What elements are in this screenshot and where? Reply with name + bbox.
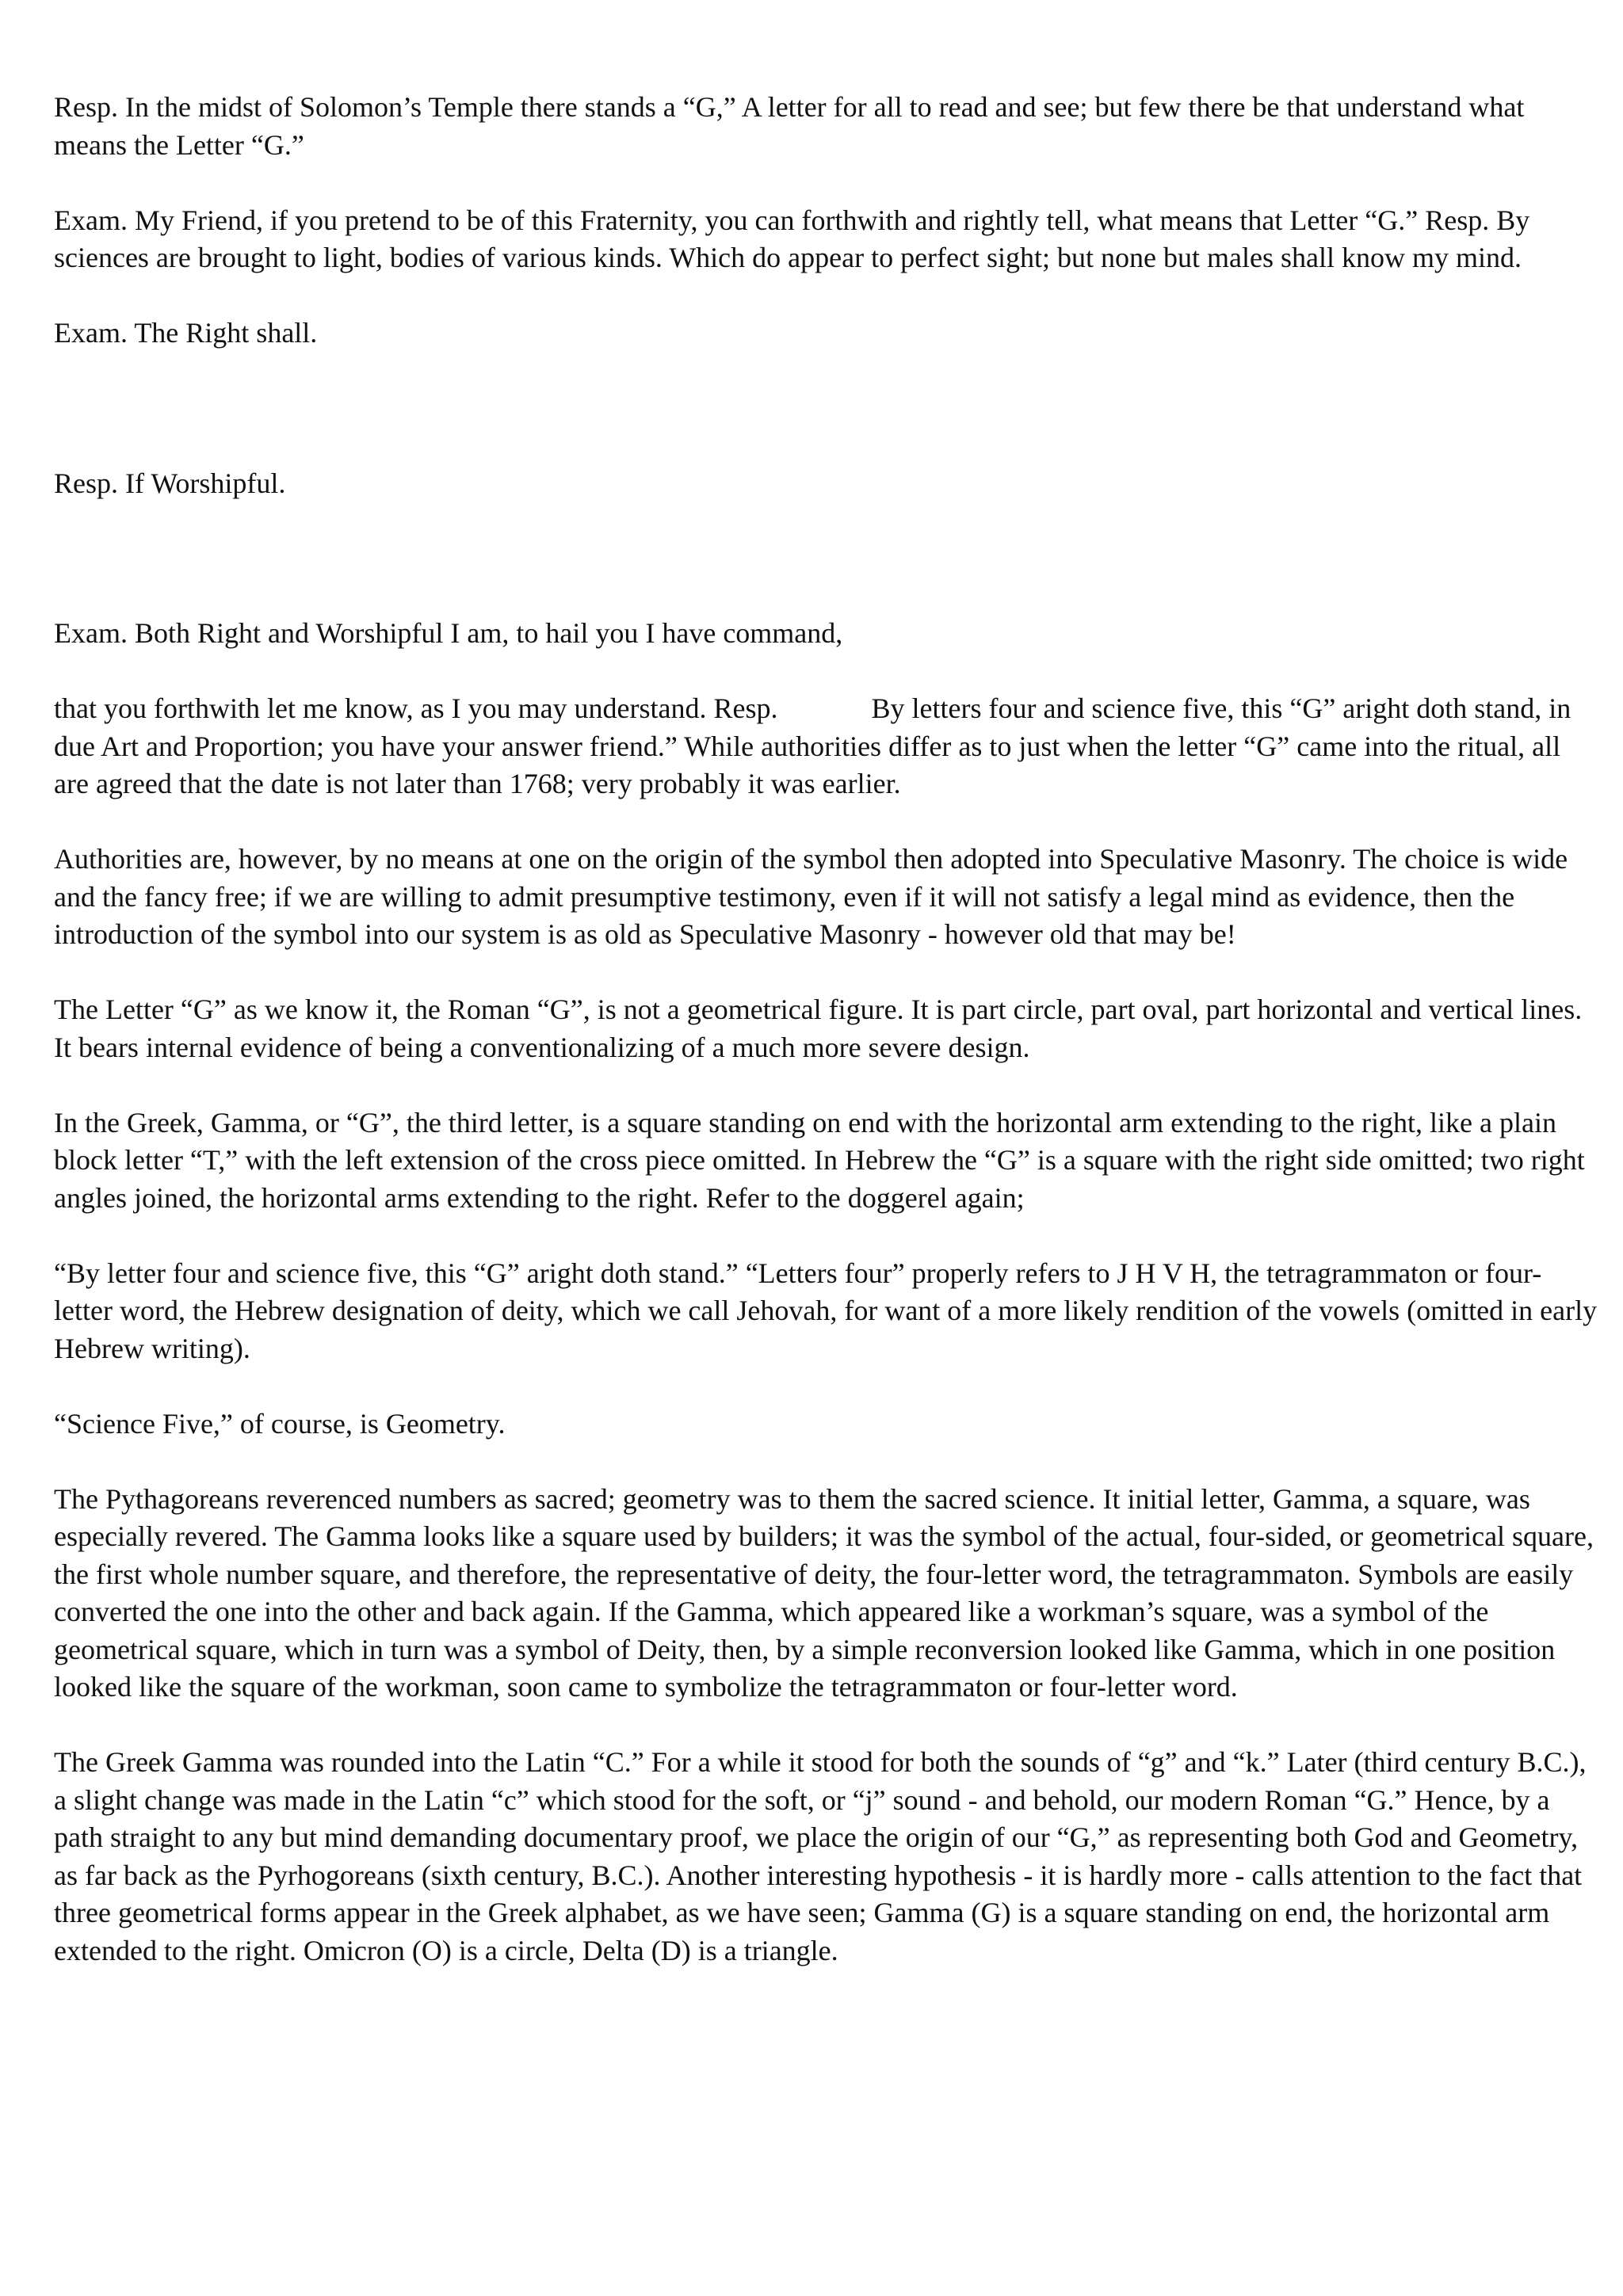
paragraph-exam-right: Exam. The Right shall.	[54, 317, 318, 349]
paragraph-exam-both: Exam. Both Right and Worshipful I am, to hail you I have command,	[54, 617, 843, 649]
paragraph-resp-temple: Resp. In the midst of Solomon’s Temple there stands a “G,” A letter for all to read and see; but few there be that understand what means the Letter “G.”	[54, 91, 1525, 161]
paragraph-pythagoreans: The Pythagoreans reverenced numbers as sacred; geometry was to them the sacred science. It initial letter, Gamma, a square, was especially revered. The Gamma looks like a square used by builders; it was the symbol of the actual, four-sided, or geometrical square, the first whole number square, and therefore, the representative of deity, the four-letter word, the tetragrammaton. Symbols are easily converted the one into the other and back again. If the Gamma, which appeared like a workman’s square, was a symbol of the geometrical square, which in turn was a symbol of Deity, then, by a simple reconversion looked like Gamma, which in one position looked like the square of the workman, soon came to symbolize the tetragrammaton or four-letter word.	[54, 1482, 1594, 1703]
paragraph-letter-four-quote: “By letter four and science five, this “G” aright doth stand.” “Letters four” properly refers to J H V H, the tetragrammaton or four-letter word, the Hebrew designation of deity, which we call Jehovah, for want of a more likely rendition of the vowels (omitted in early Hebrew writing).	[54, 1257, 1598, 1364]
paragraph-letters-four-lead: that you forthwith let me know, as I you may understand. Resp.	[54, 692, 778, 724]
paragraph-authorities: Authorities are, however, by no means at one on the origin of the symbol then adopted into Speculative Masonry. The choice is wide and the fancy free; if we are willing to admit presumptive testimony, even if it will not satisfy a legal mind as evidence, then the introduction of the symbol into our system is as old as Speculative Masonry - however old that may be!	[54, 843, 1568, 950]
paragraph-letters-four-rest: By letters four and science five, this “G” aright doth stand, in due Art and Proportion; you have your answer friend.” While authorities differ as to just when the letter “G” came into the ritual, all are agreed that the date is not later than 1768; very probably it was earlier.	[54, 692, 1571, 799]
paragraph-resp-worshipful: Resp. If Worshipful.	[54, 467, 286, 499]
paragraph-latin-c: The Greek Gamma was rounded into the Latin “C.” For a while it stood for both the sounds of “g” and “k.” Later (third century B.C.), a slight change was made in the Latin “c” which stood for the soft, or “j” sound - and behold, our modern Roman “G.” Hence, by a path straight to any but mind demanding documentary proof, we place the origin of our “G,” as representing both God and Geometry, as far back as the Pyrhogoreans (sixth century, B.C.). Another interesting hypothesis - it is hardly more - calls attention to the fact that three geometrical forms appear in the Greek alphabet, as we have seen; Gamma (G) is a square standing on end, the horizontal arm extended to the right. Omicron (O) is a circle, Delta (D) is a triangle.	[54, 1746, 1587, 1966]
paragraph-greek-gamma: In the Greek, Gamma, or “G”, the third letter, is a square standing on end with the horizontal arm extending to the right, like a plain block letter “T,” with the left extension of the cross piece omitted. In Hebrew the “G” is a square with the right side omitted; two right angles joined, the horizontal arms extending to the right. Refer to the doggerel again;	[54, 1106, 1585, 1214]
paragraph-letters-four	[54, 690, 1599, 803]
paragraph-exam-friend: Exam. My Friend, if you pretend to be of this Fraternity, you can forthwith and rightly tell, what means that Letter “G.” Resp. By sciences are brought to light, bodies of various kinds. Which do appear to perfect sight; but none but males shall know my mind.	[54, 204, 1530, 273]
paragraph-science-five: “Science Five,” of course, is Geometry.	[54, 1407, 506, 1440]
paragraph-roman-g: The Letter “G” as we know it, the Roman “G”, is not a geometrical figure. It is part circle, part oval, part horizontal and vertical lines. It bears internal evidence of being a conventionalizing of a much more severe design.	[54, 994, 1583, 1063]
document-page	[54, 89, 1599, 1970]
